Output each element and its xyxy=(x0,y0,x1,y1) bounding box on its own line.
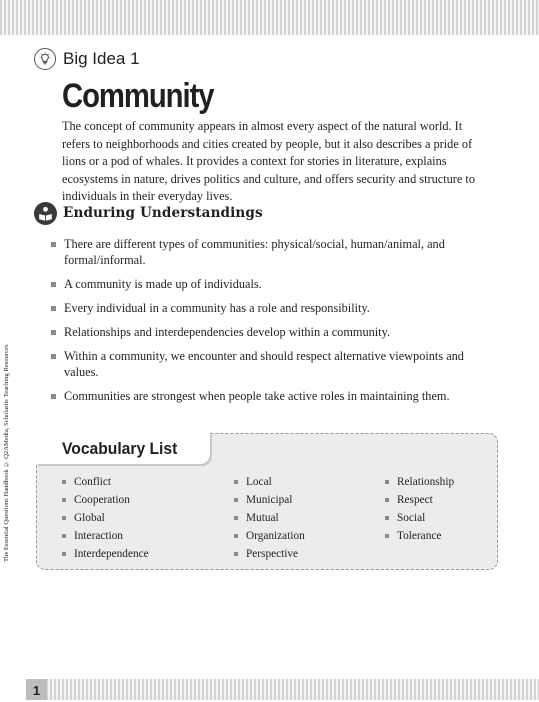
vocabulary-word: Global xyxy=(61,509,149,527)
vocabulary-word: Cooperation xyxy=(61,491,149,509)
lightbulb-icon xyxy=(34,48,56,70)
enduring-understandings-heading: Enduring Understandings xyxy=(63,205,263,221)
big-idea-header xyxy=(34,46,140,72)
vocabulary-tab xyxy=(36,433,210,464)
vocabulary-word: Relationship xyxy=(384,473,454,491)
copyright-credit: The Essential Questions Handbook © Q2AMedia, Scholastic Teaching Resources xyxy=(3,344,10,562)
vocabulary-column-2 xyxy=(233,473,305,563)
vocabulary-word: Interdependence xyxy=(61,545,149,563)
understanding-item: There are different types of communities: physical/social, human/animal, and formal/informal. xyxy=(50,236,480,268)
vocabulary-word: Perspective xyxy=(233,545,305,563)
footer-stripe xyxy=(26,679,539,700)
vocabulary-word: Local xyxy=(233,473,305,491)
vocabulary-column-3 xyxy=(384,473,454,545)
vocabulary-word: Municipal xyxy=(233,491,305,509)
understanding-item: Within a community, we encounter and should respect alternative viewpoints and values. xyxy=(50,348,480,380)
big-idea-label: Big Idea 1 xyxy=(63,49,140,68)
understanding-item: Every individual in a community has a role and responsibility. xyxy=(50,300,480,316)
vocabulary-column-1 xyxy=(61,473,149,563)
vocabulary-word: Tolerance xyxy=(384,527,454,545)
vocabulary-word: Organization xyxy=(233,527,305,545)
vocabulary-word: Conflict xyxy=(61,473,149,491)
vocabulary-word: Social xyxy=(384,509,454,527)
vocabulary-box xyxy=(36,433,498,570)
enduring-understandings-list xyxy=(50,236,480,412)
vocabulary-word: Respect xyxy=(384,491,454,509)
header-stripe xyxy=(0,0,539,35)
understanding-item: Relationships and interdependencies develop within a community. xyxy=(50,324,480,340)
reader-icon xyxy=(34,202,57,225)
enduring-understandings-header xyxy=(34,200,263,226)
understanding-item: A community is made up of individuals. xyxy=(50,276,480,292)
vocabulary-title: Vocabulary List xyxy=(62,439,178,458)
page-number: 1 xyxy=(26,679,47,700)
vocabulary-word: Interaction xyxy=(61,527,149,545)
understanding-item: Communities are strongest when people take active roles in maintaining them. xyxy=(50,388,480,404)
page-title: Community xyxy=(62,77,214,115)
vocabulary-word: Mutual xyxy=(233,509,305,527)
intro-paragraph: The concept of community appears in almost every aspect of the natural world. It refers to neighborhoods and cities created by people, but it also describes a pride of lions or a pod of whales. It provides a context for stories in literature, explains ecosystems in nature, drives politics and culture, and offers security and structure to individuals in their everyday lives. xyxy=(62,119,475,203)
